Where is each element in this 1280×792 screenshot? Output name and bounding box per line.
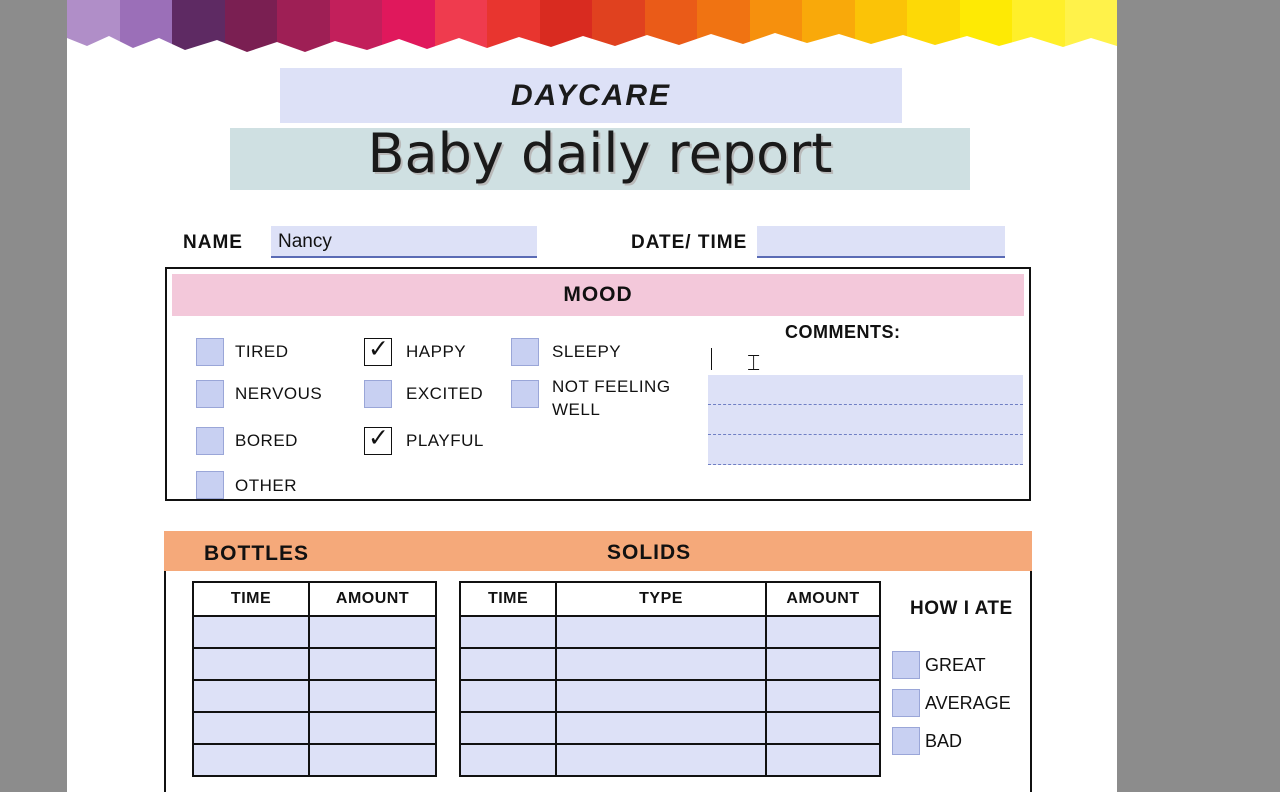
table-cell[interactable] [460, 648, 556, 680]
column-header: AMOUNT [309, 582, 436, 616]
table-cell[interactable] [309, 616, 436, 648]
daycare-title: DAYCARE [510, 79, 672, 112]
table-cell[interactable] [193, 616, 309, 648]
table-row [193, 648, 436, 680]
label-tired: TIRED [235, 342, 289, 361]
checkbox-bad[interactable] [892, 727, 920, 755]
table-cell[interactable] [309, 712, 436, 744]
label-not-feeling-well: NOT FEELING WELL [552, 377, 671, 419]
checkbox-great[interactable] [892, 651, 920, 679]
table-cell[interactable] [193, 712, 309, 744]
label-nervous: NERVOUS [235, 384, 323, 403]
label-great: GREAT [925, 655, 986, 675]
table-cell[interactable] [766, 616, 880, 648]
table-cell[interactable] [193, 648, 309, 680]
label-excited: EXCITED [406, 384, 484, 403]
label-bad: BAD [925, 731, 963, 751]
table-row [460, 712, 880, 744]
report-page [67, 0, 1117, 792]
page-title: Baby daily report [367, 122, 833, 185]
table-cell[interactable] [460, 680, 556, 712]
checkbox-tired[interactable] [196, 338, 224, 366]
name-label: NAME [183, 232, 243, 253]
table-row [193, 744, 436, 776]
label-other: OTHER [235, 476, 297, 495]
label-sleepy: SLEEPY [552, 342, 622, 361]
table-cell[interactable] [556, 648, 766, 680]
table-cell[interactable] [309, 648, 436, 680]
column-header: TYPE [556, 582, 766, 616]
checkbox-average[interactable] [892, 689, 920, 717]
label-bored: BORED [235, 431, 298, 450]
comments-label: COMMENTS: [785, 322, 901, 342]
column-header: AMOUNT [766, 582, 880, 616]
table-row [460, 680, 880, 712]
checkbox-playful[interactable] [364, 427, 392, 455]
i-beam-cursor: ⌶ [747, 350, 761, 375]
table-cell[interactable] [460, 616, 556, 648]
checkbox-sleepy[interactable] [511, 338, 539, 366]
table-cell[interactable] [556, 712, 766, 744]
table-cell[interactable] [460, 744, 556, 776]
bottles-header: BOTTLES [204, 542, 309, 565]
table-cell[interactable] [556, 680, 766, 712]
checkbox-happy[interactable] [364, 338, 392, 366]
column-header: TIME [193, 582, 309, 616]
table-cell[interactable] [309, 680, 436, 712]
table-row [460, 744, 880, 776]
table-row [193, 712, 436, 744]
checkbox-other[interactable] [196, 471, 224, 499]
solids-header: SOLIDS [607, 541, 692, 564]
table-row [193, 680, 436, 712]
table-cell[interactable] [766, 648, 880, 680]
label-playful: PLAYFUL [406, 431, 484, 450]
date-time-label: DATE/ TIME [631, 232, 748, 253]
date-time-input[interactable] [757, 226, 1005, 258]
table-cell[interactable] [766, 744, 880, 776]
checkbox-nervous[interactable] [196, 380, 224, 408]
mood-header: MOOD [172, 274, 1024, 316]
torn-paper-edge [67, 32, 1117, 58]
table-cell[interactable] [193, 680, 309, 712]
table-row [460, 648, 880, 680]
checkbox-bored[interactable] [196, 427, 224, 455]
text-caret [711, 348, 712, 370]
table-cell[interactable] [556, 744, 766, 776]
table-cell[interactable] [556, 616, 766, 648]
checkbox-not-feeling-well[interactable] [511, 380, 539, 408]
name-value: Nancy [278, 231, 332, 252]
table-cell[interactable] [193, 744, 309, 776]
table-cell[interactable] [309, 744, 436, 776]
table-cell[interactable] [766, 712, 880, 744]
table-row [193, 616, 436, 648]
column-header: TIME [460, 582, 556, 616]
label-happy: HAPPY [406, 342, 467, 361]
label-average: AVERAGE [925, 693, 1011, 713]
bottles-table [192, 581, 437, 777]
checkbox-excited[interactable] [364, 380, 392, 408]
table-cell[interactable] [766, 680, 880, 712]
solids-table [459, 581, 881, 777]
how-i-ate-label: HOW I ATE [910, 598, 1013, 619]
table-row [460, 616, 880, 648]
table-cell[interactable] [460, 712, 556, 744]
rainbow-banner [67, 0, 1117, 58]
